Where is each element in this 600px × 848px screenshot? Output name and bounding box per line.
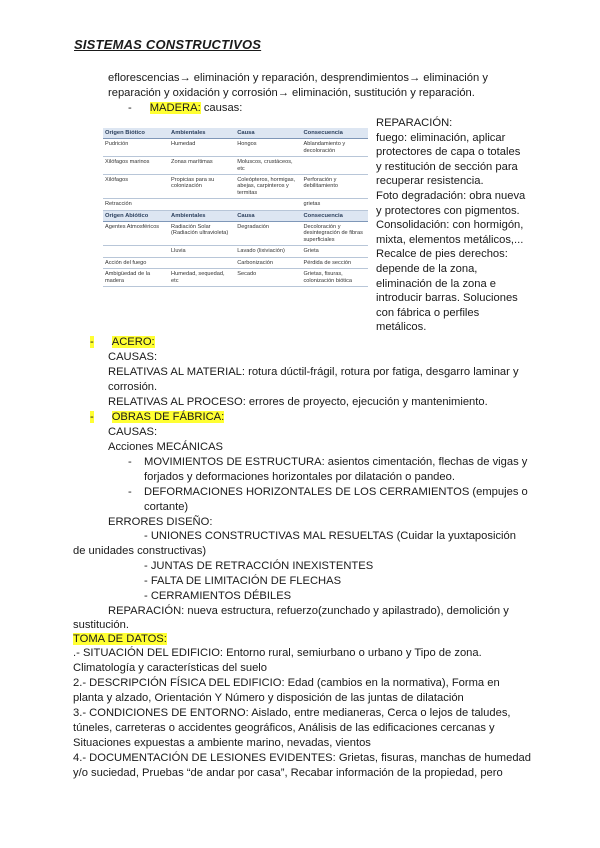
acero-dash: - bbox=[90, 336, 94, 348]
table-header-cell: Causa bbox=[235, 128, 301, 139]
table-row bbox=[103, 175, 368, 199]
table-header-cell: Origen Abiótico bbox=[103, 210, 169, 221]
table-cell: Agentes Atmosféricos bbox=[103, 222, 169, 246]
fabrica-errores: ERRORES DISEÑO: bbox=[108, 516, 213, 528]
toma-line: 3.- CONDICIONES DE ENTORNO: Aislado, entre medianeras, Cerca o lejos de taludes, bbox=[73, 707, 511, 719]
fabrica-deformaciones: - bbox=[128, 486, 132, 498]
reparacion-line: introducir barras. Soluciones bbox=[376, 292, 518, 305]
fabrica-juntas: - JUNTAS DE RETRACCIÓN INEXISTENTES bbox=[144, 560, 374, 572]
fabrica-def-line-2: cortante) bbox=[144, 501, 189, 513]
table-cell: Ambigüedad de la madera bbox=[103, 269, 169, 287]
table-cell: Carbonización bbox=[235, 257, 301, 268]
madera-reparacion-block bbox=[376, 116, 526, 335]
table-cell: Decoloración y desintegración de fibras superficiales bbox=[302, 222, 369, 246]
reparacion-line: Recalce de pies derechos: bbox=[376, 248, 508, 261]
reparacion-line: con fábrica o perfiles bbox=[376, 306, 480, 319]
table-row bbox=[103, 269, 368, 287]
table-header-biotico bbox=[103, 128, 368, 139]
table-cell: Secado bbox=[235, 269, 301, 287]
table-cell: grietas bbox=[302, 199, 369, 210]
table-cell: Pudrición bbox=[103, 139, 169, 157]
table-header-cell: Ambientales bbox=[169, 128, 235, 139]
toma-line: 2.- DESCRIPCIÓN FÍSICA DEL EDIFICIO: Edad (cambios en la normativa), Forma en bbox=[73, 677, 500, 689]
intro-line-1: eflorescencias→ eliminación y reparación, desprendimientos→ eliminación y bbox=[108, 72, 488, 84]
table-cell: Moluscos, crustáceos, etc bbox=[235, 157, 301, 175]
toma-line: .- SITUACIÓN DEL EDIFICIO: Entorno rural, semiurbano o urbano y Tipo de zona. bbox=[73, 647, 482, 659]
table-cell: Grieta bbox=[302, 246, 369, 257]
table-cell: Pérdida de sección bbox=[302, 257, 369, 268]
madera-heading bbox=[128, 101, 242, 116]
table-cell bbox=[169, 199, 235, 210]
reparacion-line: y protectores con pigmentos. bbox=[376, 204, 520, 217]
table-cell: Lluvia bbox=[169, 246, 235, 257]
reparacion-line: Consolidación: con hormigón, bbox=[376, 219, 524, 232]
table-header-cell: Origen Biótico bbox=[103, 128, 169, 139]
table-cell: Xilófagos bbox=[103, 175, 169, 199]
table-cell: Coleópteros, hormigas, abejas, carpinteros y termitas bbox=[235, 175, 301, 199]
table-header-cell: Ambientales bbox=[169, 210, 235, 221]
table-cell: Xilófagos marinos bbox=[103, 157, 169, 175]
madera-label: MADERA: bbox=[149, 102, 201, 114]
acero-material-line-1: RELATIVAS AL MATERIAL: rotura dúctil-frágil, rotura por fatiga, desgarro laminar y bbox=[108, 366, 519, 378]
table-cell: Grietas, fisuras, colonización biótica bbox=[302, 269, 369, 287]
table-cell: Lavado (lixiviación) bbox=[235, 246, 301, 257]
table-cell: Retracción bbox=[103, 199, 169, 210]
acero-causas: CAUSAS: bbox=[108, 351, 158, 363]
reparacion-line: fuego: eliminación, aplicar bbox=[376, 131, 506, 144]
table-cell: Ablandamiento y decoloración bbox=[302, 139, 369, 157]
fabrica-def-line-1: DEFORMACIONES HORIZONTALES DE LOS CERRAMIENTOS (empujes o bbox=[144, 486, 528, 498]
table-cell: Acción del fuego bbox=[103, 257, 169, 268]
reparacion-line: eliminación de la zona e bbox=[376, 277, 497, 290]
acero-heading bbox=[90, 335, 155, 350]
table-row bbox=[103, 199, 368, 210]
fabrica-reparacion-line-1: REPARACIÓN: nueva estructura, refuerzo(zunchado y apilastrado), demolición y bbox=[108, 605, 509, 617]
fabrica-mov-line-1: MOVIMIENTOS DE ESTRUCTURA: asientos cimentación, flechas de vigas y bbox=[144, 456, 528, 468]
fabrica-dash: - bbox=[90, 411, 94, 423]
reparacion-line: depende de la zona, bbox=[376, 262, 478, 275]
table-header-abiotico bbox=[103, 210, 368, 221]
reparacion-line: protectores de capa o totales bbox=[376, 146, 521, 159]
fabrica-acciones: Acciones MECÁNICAS bbox=[108, 441, 224, 453]
fabrica-cerramientos: - CERRAMIENTOS DÉBILES bbox=[144, 590, 292, 602]
table-row bbox=[103, 157, 368, 175]
table-row bbox=[103, 139, 368, 157]
intro-line-2: reparación y oxidación y corrosión→ eliminación, sustitución y reparación. bbox=[108, 87, 475, 99]
table-header-cell: Consecuencia bbox=[302, 128, 369, 139]
madera-causes-table bbox=[103, 128, 368, 287]
fabrica-heading bbox=[90, 410, 224, 425]
page-title: SISTEMAS CONSTRUCTIVOS bbox=[74, 37, 262, 52]
madera-dash: - bbox=[128, 102, 132, 114]
table-row bbox=[103, 246, 368, 257]
reparacion-line: mixta, elementos metálicos,... bbox=[376, 233, 524, 246]
table-row bbox=[103, 222, 368, 246]
acero-proceso: RELATIVAS AL PROCESO: errores de proyecto, ejecución y mantenimiento. bbox=[108, 396, 488, 408]
toma-label: TOMA DE DATOS: bbox=[73, 633, 167, 645]
table-cell: Perforación y debilitamiento bbox=[302, 175, 369, 199]
table-cell bbox=[103, 246, 169, 257]
table-row bbox=[103, 257, 368, 268]
fabrica-reparacion-line-2: sustitución. bbox=[73, 619, 129, 631]
acero-label: ACERO: bbox=[111, 336, 155, 348]
toma-heading bbox=[73, 632, 167, 647]
toma-line: Climatología y características del suelo bbox=[73, 662, 268, 674]
reparacion-line: recuperar resistencia. bbox=[376, 175, 484, 188]
reparacion-line: metálicos. bbox=[376, 321, 427, 334]
table-cell bbox=[235, 199, 301, 210]
reparacion-line: REPARACIÓN: bbox=[376, 117, 453, 129]
table-cell: Radiación Solar (Radiación ultravioleta) bbox=[169, 222, 235, 246]
acero-material-line-2: corrosión. bbox=[108, 381, 158, 393]
toma-line: 4.- DOCUMENTACIÓN DE LESIONES EVIDENTES: Grietas, fisuras, manchas de humedad bbox=[73, 752, 531, 764]
table-cell: Humedad bbox=[169, 139, 235, 157]
madera-suffix: causas: bbox=[200, 102, 243, 114]
table-cell: Propicias para su colonización bbox=[169, 175, 235, 199]
toma-line: planta y alzado, Orientación Y Número y disposición de las juntas de dilatación bbox=[73, 692, 464, 704]
table-cell bbox=[302, 157, 369, 175]
reparacion-line: Foto degradación: obra nueva bbox=[376, 189, 526, 202]
table-cell: Zonas marítimas bbox=[169, 157, 235, 175]
table-cell: Degradación bbox=[235, 222, 301, 246]
toma-line: Situaciones expuestas a ambiente marino, nevadas, vientos bbox=[73, 737, 371, 749]
toma-line: y/o suciedad, Pruebas “de andar por casa”, Recabar información de la propiedad, pero bbox=[73, 767, 503, 779]
table-cell: Humedad, sequedad, etc bbox=[169, 269, 235, 287]
fabrica-causas: CAUSAS: bbox=[108, 426, 158, 438]
fabrica-label: OBRAS DE FÁBRICA: bbox=[111, 411, 225, 423]
fabrica-movimientos: - bbox=[128, 456, 132, 468]
fabrica-flechas: - FALTA DE LIMITACIÓN DE FLECHAS bbox=[144, 575, 342, 587]
table-cell: Hongos bbox=[235, 139, 301, 157]
fabrica-mov-line-2: forjados y deformaciones horizontales por dilatación o pandeo. bbox=[144, 471, 455, 483]
reparacion-line: y restitución de sección para bbox=[376, 160, 518, 173]
fabrica-uniones-line-1: - UNIONES CONSTRUCTIVAS MAL RESUELTAS (Cuidar la yuxtaposición bbox=[144, 530, 516, 542]
table-cell bbox=[169, 257, 235, 268]
toma-line: túneles, carreteras o accidentes geográficos, Análisis de las edificaciones cercanas y bbox=[73, 722, 495, 734]
table-header-cell: Causa bbox=[235, 210, 301, 221]
fabrica-uniones-line-2: de unidades constructivas) bbox=[73, 545, 207, 557]
table-header-cell: Consecuencia bbox=[302, 210, 369, 221]
